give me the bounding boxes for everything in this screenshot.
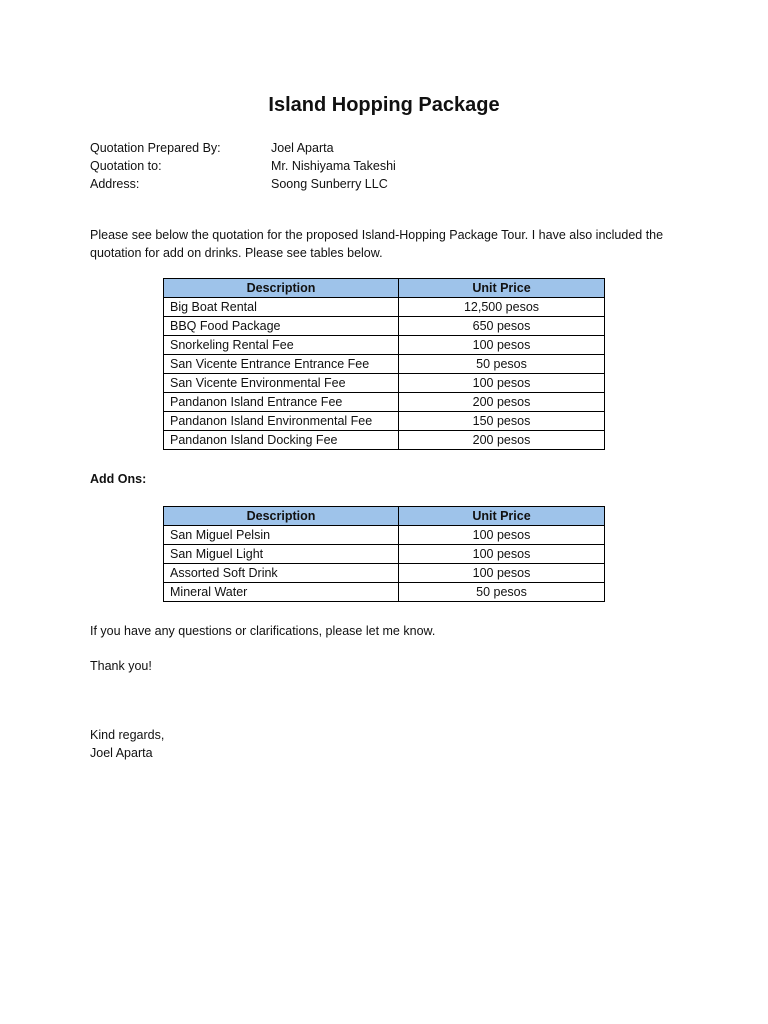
item-price: 100 pesos bbox=[399, 564, 605, 583]
item-price: 50 pesos bbox=[399, 355, 605, 374]
page-title: Island Hopping Package bbox=[268, 94, 500, 116]
quotation-meta bbox=[90, 139, 690, 193]
table-row bbox=[164, 564, 605, 583]
table-header-row bbox=[164, 279, 605, 298]
addons-heading: Add Ons: bbox=[90, 472, 147, 486]
table-row bbox=[164, 393, 605, 412]
table-row bbox=[164, 298, 605, 317]
table-row bbox=[164, 545, 605, 564]
item-description: Pandanon Island Environmental Fee bbox=[164, 412, 399, 431]
column-header-unit-price: Unit Price bbox=[399, 279, 605, 298]
meta-row-quotation-to bbox=[90, 157, 690, 175]
meta-label: Quotation to: bbox=[90, 159, 162, 173]
meta-label: Quotation Prepared By: bbox=[90, 141, 221, 155]
item-description: Pandanon Island Entrance Fee bbox=[164, 393, 399, 412]
item-price: 50 pesos bbox=[399, 583, 605, 602]
item-description: Pandanon Island Docking Fee bbox=[164, 431, 399, 450]
item-description: BBQ Food Package bbox=[164, 317, 399, 336]
item-description: Mineral Water bbox=[164, 583, 399, 602]
table-row bbox=[164, 412, 605, 431]
item-description: San Miguel Light bbox=[164, 545, 399, 564]
table-row bbox=[164, 374, 605, 393]
item-description: San Miguel Pelsin bbox=[164, 526, 399, 545]
table-header-row bbox=[164, 507, 605, 526]
column-header-description: Description bbox=[164, 279, 399, 298]
item-description: Big Boat Rental bbox=[164, 298, 399, 317]
table-row bbox=[164, 317, 605, 336]
meta-label: Address: bbox=[90, 177, 140, 191]
meta-value: Mr. Nishiyama Takeshi bbox=[271, 159, 396, 173]
item-price: 650 pesos bbox=[399, 317, 605, 336]
meta-value: Joel Aparta bbox=[271, 141, 334, 155]
table-row bbox=[164, 431, 605, 450]
questions-text: If you have any questions or clarifications, please let me know. bbox=[90, 624, 436, 638]
meta-row-prepared-by bbox=[90, 139, 690, 157]
item-price: 200 pesos bbox=[399, 431, 605, 450]
table-row bbox=[164, 355, 605, 374]
meta-value: Soong Sunberry LLC bbox=[271, 177, 388, 191]
addons-price-table bbox=[163, 506, 605, 602]
item-price: 200 pesos bbox=[399, 393, 605, 412]
item-description: San Vicente Entrance Entrance Fee bbox=[164, 355, 399, 374]
thanks-text: Thank you! bbox=[90, 659, 152, 673]
item-description: San Vicente Environmental Fee bbox=[164, 374, 399, 393]
item-price: 100 pesos bbox=[399, 545, 605, 564]
item-price: 100 pesos bbox=[399, 526, 605, 545]
intro-paragraph: Please see below the quotation for the proposed Island-Hopping Package Tour. I have also included the quotation for add on drinks. Please see tables below. bbox=[90, 228, 664, 260]
item-price: 100 pesos bbox=[399, 336, 605, 355]
item-price: 12,500 pesos bbox=[399, 298, 605, 317]
table-row bbox=[164, 526, 605, 545]
column-header-description: Description bbox=[164, 507, 399, 526]
item-price: 150 pesos bbox=[399, 412, 605, 431]
table-row bbox=[164, 583, 605, 602]
table-row bbox=[164, 336, 605, 355]
package-price-table bbox=[163, 278, 605, 450]
closing-text: Kind regards, bbox=[90, 728, 165, 742]
column-header-unit-price: Unit Price bbox=[399, 507, 605, 526]
signature-name: Joel Aparta bbox=[90, 746, 153, 760]
item-description: Assorted Soft Drink bbox=[164, 564, 399, 583]
meta-row-address bbox=[90, 175, 690, 193]
item-description: Snorkeling Rental Fee bbox=[164, 336, 399, 355]
item-price: 100 pesos bbox=[399, 374, 605, 393]
